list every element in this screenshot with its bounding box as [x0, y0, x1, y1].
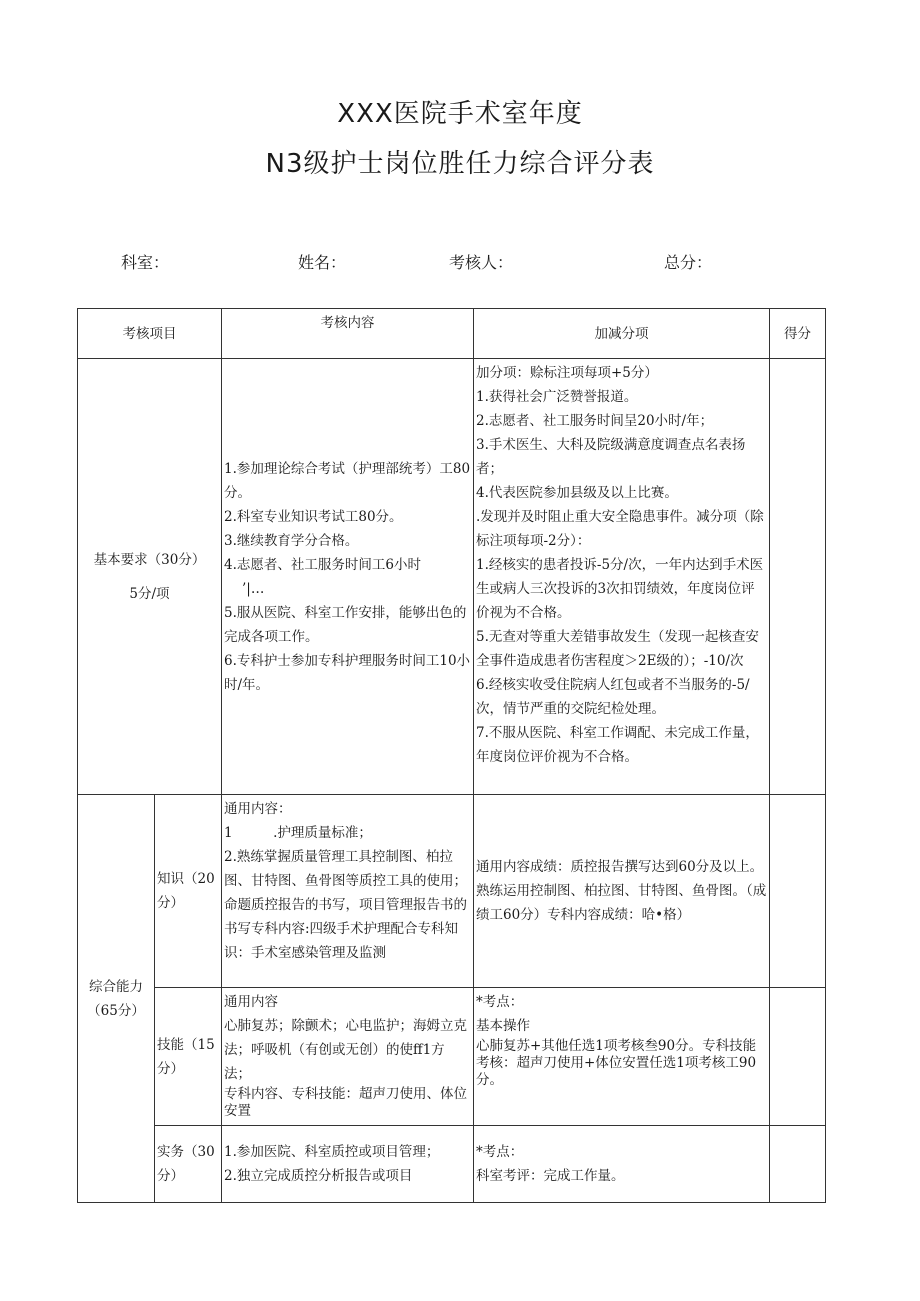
- skill-content-item: 通用内容: [224, 994, 278, 1010]
- header-content: 考核内容: [222, 309, 474, 359]
- skill-content-cell: [222, 988, 474, 1126]
- skill-bonus-item: 心肺复苏+其他任选1项考核叁90分。专科技能考核：超声刀使用+体位安置任选1项考核工90分。: [476, 1038, 757, 1088]
- practice-content-item: 2.独立完成质控分析报告或项目: [224, 1168, 413, 1184]
- basic-bonus-item: 5.无查对等重大差错事故发生（发现一起核查安全事件造成患者伤害程度＞2E级的）；-10/次: [476, 629, 759, 669]
- table-row-basic: [78, 359, 826, 795]
- header-bonus: 加减分项: [474, 309, 770, 359]
- total-score-label: 总分：: [664, 253, 713, 272]
- basic-requirement-sub: 5分/项: [129, 585, 170, 602]
- knowledge-content-cell: [222, 795, 474, 988]
- basic-bonus-item: 1.获得社会广泛赞誉报道。: [476, 389, 638, 405]
- practice-score-cell[interactable]: [770, 1126, 826, 1203]
- practice-bonus-item: 科室考评：完成工作量。: [476, 1168, 625, 1184]
- knowledge-content-item: 通用内容：: [224, 801, 292, 817]
- name-field-label: 姓名：: [298, 253, 347, 272]
- knowledge-content-item: 1 .护理质量标准；: [224, 825, 372, 841]
- skill-content-item: 心肺复苏；除颤术；心电监护；海姆立克法；呼吸机（有创或无创）的使ff1方法；: [224, 1018, 467, 1082]
- knowledge-score-cell[interactable]: [770, 795, 826, 988]
- knowledge-label: 知识（20分）: [155, 795, 222, 988]
- basic-content-item: 3.继续教育学分合格。: [224, 532, 359, 549]
- practice-label: 实务（30分）: [155, 1126, 222, 1203]
- knowledge-bonus-cell: 通用内容成绩：质控报告撰写达到60分及以上。熟练运用控制图、柏拉图、甘特图、鱼骨图。（成绩工60分）专科内容成绩：哈•格）: [474, 795, 770, 988]
- page-title-line1: XXX医院手术室年度: [337, 99, 583, 129]
- basic-content-item: 5.服从医院、科室工作安排，能够出色的完成各项工作。: [224, 604, 467, 645]
- basic-content-item: 4.志愿者、社工服务时间工6小时: [224, 556, 421, 573]
- basic-content-item: 6.专科护士参加专科护理服务时间工10小时/年。: [224, 652, 471, 693]
- basic-score-cell[interactable]: [770, 359, 826, 795]
- basic-content-item: ’|…: [242, 580, 265, 597]
- practice-bonus-item: *考点：: [476, 1144, 524, 1160]
- basic-content-item: 2.科室专业知识考试工80分。: [224, 508, 403, 525]
- practice-content-cell: [222, 1126, 474, 1203]
- basic-bonus-item: 2.志愿者、社工服务时间呈20小时/年；: [476, 413, 714, 429]
- skill-score-cell[interactable]: [770, 988, 826, 1126]
- skill-label: 技能（15分）: [155, 988, 222, 1126]
- basic-requirement-label: 基本要求（30分）: [93, 551, 206, 568]
- practice-content-item: 1.参加医院、科室质控或项目管理；: [224, 1144, 440, 1160]
- basic-bonus-cell: [474, 359, 770, 795]
- basic-bonus-item: .发现并及时阻止重大安全隐患事件。减分项（除标注项每项-2分）：: [476, 509, 764, 549]
- skill-bonus-item: 基本操作: [476, 1018, 530, 1034]
- knowledge-content-item: 2.熟练掌握质量管理工具控制图、柏拉图、甘特图、鱼骨图等质控工具的使用；命题质控报告的书写，项目管理报告书的书写专科内容:四级手术护理配合专科知识：手术室感染管理及监测: [224, 849, 467, 961]
- basic-content-cell: [222, 359, 474, 795]
- basic-bonus-item: 加分项：赊标注项每项+5分）: [476, 365, 658, 381]
- basic-bonus-item: 6.经核实收受住院病人红包或者不当服务的-5/次，情节严重的交院纪检处理。: [476, 677, 750, 717]
- basic-bonus-item: 3.手术医生、大科及院级满意度调查点名表扬者；: [476, 437, 746, 477]
- basic-requirement-cell: [78, 359, 222, 795]
- assessor-field-label: 考核人：: [449, 253, 514, 272]
- assessment-table: [77, 308, 826, 1203]
- table-row-practice: [78, 1126, 826, 1203]
- dept-field-label: 科室：: [121, 253, 170, 272]
- basic-bonus-item: 1.经核实的患者投诉-5分/次，一年内达到手术医生或病人三次投诉的3次扣罚绩效，年度岗位评价视为不合格。: [476, 557, 764, 621]
- basic-bonus-item: 7.不服从医院、科室工作调配、未完成工作量，年度岗位评价视为不合格。: [476, 725, 759, 765]
- skill-content-item: 专科内容、专科技能：超声刀使用、体位安置: [224, 1086, 467, 1119]
- comprehensive-ability-label: 综合能力（65分）: [78, 795, 155, 1203]
- basic-bonus-item: 4.代表医院参加县级及以上比赛。: [476, 485, 678, 501]
- skill-bonus-cell: [474, 988, 770, 1126]
- table-header-row: [78, 309, 826, 359]
- table-row-knowledge: [78, 795, 826, 988]
- page-title-line2: N3级护士岗位胜任力综合评分表: [265, 149, 655, 179]
- practice-bonus-cell: [474, 1126, 770, 1203]
- table-row-skill: [78, 988, 826, 1126]
- basic-content-item: 1.参加理论综合考试（护理部统考）工80分。: [224, 460, 471, 501]
- header-score: 得分: [770, 309, 826, 359]
- header-item: 考核项目: [78, 309, 222, 359]
- skill-bonus-item: *考点：: [476, 994, 524, 1010]
